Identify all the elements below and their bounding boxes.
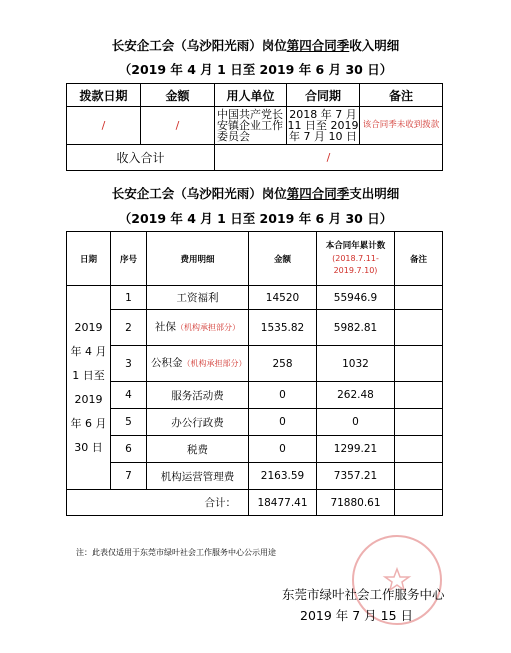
row-cumulative: 1032 bbox=[317, 346, 395, 382]
row-item-note: （机构承担部分） bbox=[176, 323, 240, 332]
row-seq: 2 bbox=[111, 310, 147, 346]
row-remark bbox=[395, 346, 443, 382]
header-remark: 备注 bbox=[395, 232, 443, 286]
row-remark bbox=[395, 382, 443, 409]
row-cumulative: 5982.81 bbox=[317, 310, 395, 346]
row-remark bbox=[395, 286, 443, 310]
row-amount: 258 bbox=[249, 346, 317, 382]
income-contract-period: 2018 年 7 月 11 日至 2019 年 7 月 10 日 bbox=[287, 108, 359, 143]
expense-total-label: 合计： bbox=[67, 490, 249, 516]
row-item: 机构运营管理费 bbox=[147, 463, 249, 490]
income-period: （2019 年 4 月 1 日至 2019 年 6 月 30 日） bbox=[118, 62, 393, 77]
row-amount: 0 bbox=[249, 382, 317, 409]
expense-period: （2019 年 4 月 1 日至 2019 年 6 月 30 日） bbox=[118, 211, 393, 226]
row-item: 税费 bbox=[147, 436, 249, 463]
header-date: 拨款日期 bbox=[67, 84, 141, 107]
expense-row bbox=[67, 286, 443, 310]
row-cumulative: 262.48 bbox=[317, 382, 395, 409]
header-seq: 序号 bbox=[111, 232, 147, 286]
header-amount: 金额 bbox=[141, 84, 215, 107]
row-amount: 2163.59 bbox=[249, 463, 317, 490]
income-remark: 该合同季未收到拨款 bbox=[360, 107, 443, 145]
header-employer: 用人单位 bbox=[215, 84, 287, 107]
row-remark bbox=[395, 409, 443, 436]
income-total-row bbox=[67, 145, 443, 171]
header-item: 费用明细 bbox=[147, 232, 249, 286]
signature-date: 2019 年 7 月 15 日 bbox=[300, 608, 414, 623]
income-header-row bbox=[67, 84, 443, 107]
row-amount: 0 bbox=[249, 436, 317, 463]
expense-date-cell: 2019 年 4 月 1 日至 2019 年 6 月 30 日 bbox=[67, 286, 111, 490]
header-cumulative bbox=[317, 232, 395, 286]
row-amount: 14520 bbox=[249, 286, 317, 310]
cumulative-label: 本合同年累计数 bbox=[325, 241, 386, 251]
header-contract-period: 合同期 bbox=[287, 84, 360, 107]
row-seq: 6 bbox=[111, 436, 147, 463]
row-remark bbox=[395, 436, 443, 463]
row-item: 社保（机构承担部分） bbox=[147, 310, 249, 346]
row-amount: 1535.82 bbox=[249, 310, 317, 346]
row-remark bbox=[395, 463, 443, 490]
row-amount: 0 bbox=[249, 409, 317, 436]
row-item: 办公行政费 bbox=[147, 409, 249, 436]
row-item: 服务活动费 bbox=[147, 382, 249, 409]
income-date: / bbox=[67, 107, 141, 145]
footnote: 注：此表仅适用于东莞市绿叶社会工作服务中心公示用途 bbox=[76, 548, 276, 557]
income-title: 长安企工会（乌沙阳光雨）岗位第四合同季收入明细 bbox=[111, 38, 400, 53]
income-total-value: / bbox=[215, 145, 443, 171]
signature-org: 东莞市绿叶社会工作服务中心 bbox=[282, 587, 445, 602]
expense-total-remark bbox=[395, 490, 443, 516]
expense-row bbox=[67, 463, 443, 490]
expense-header-row bbox=[67, 232, 443, 286]
header-amount: 金额 bbox=[249, 232, 317, 286]
expense-total-amount: 18477.41 bbox=[249, 490, 317, 516]
row-cumulative: 1299.21 bbox=[317, 436, 395, 463]
income-employer: 中国共产党长安镇企业工作委员会 bbox=[215, 107, 287, 145]
income-row bbox=[67, 107, 443, 145]
row-cumulative: 0 bbox=[317, 409, 395, 436]
row-item: 公积金（机构承担部分） bbox=[147, 346, 249, 382]
row-seq: 1 bbox=[111, 286, 147, 310]
expense-total-row bbox=[67, 490, 443, 516]
cumulative-range: (2018.7.11-2019.7.10) bbox=[332, 254, 379, 275]
row-cumulative: 7357.21 bbox=[317, 463, 395, 490]
expense-row bbox=[67, 310, 443, 346]
expense-row bbox=[67, 382, 443, 409]
expense-row bbox=[67, 436, 443, 463]
header-date: 日期 bbox=[67, 232, 111, 286]
row-item-note: （机构承担部分） bbox=[182, 359, 247, 368]
row-remark bbox=[395, 310, 443, 346]
row-cumulative: 55946.9 bbox=[317, 286, 395, 310]
expense-row bbox=[67, 409, 443, 436]
expense-total-cumulative: 71880.61 bbox=[317, 490, 395, 516]
row-seq: 5 bbox=[111, 409, 147, 436]
income-amount: / bbox=[141, 107, 215, 145]
row-item: 工资福利 bbox=[147, 286, 249, 310]
income-table bbox=[66, 83, 443, 171]
row-seq: 4 bbox=[111, 382, 147, 409]
expense-table bbox=[66, 231, 443, 516]
expense-title: 长安企工会（乌沙阳光雨）岗位第四合同季支出明细 bbox=[111, 186, 400, 201]
header-remark: 备注 bbox=[360, 84, 443, 107]
row-seq: 3 bbox=[111, 346, 147, 382]
income-total-label: 收入合计 bbox=[67, 145, 215, 171]
row-seq: 7 bbox=[111, 463, 147, 490]
expense-row bbox=[67, 346, 443, 382]
